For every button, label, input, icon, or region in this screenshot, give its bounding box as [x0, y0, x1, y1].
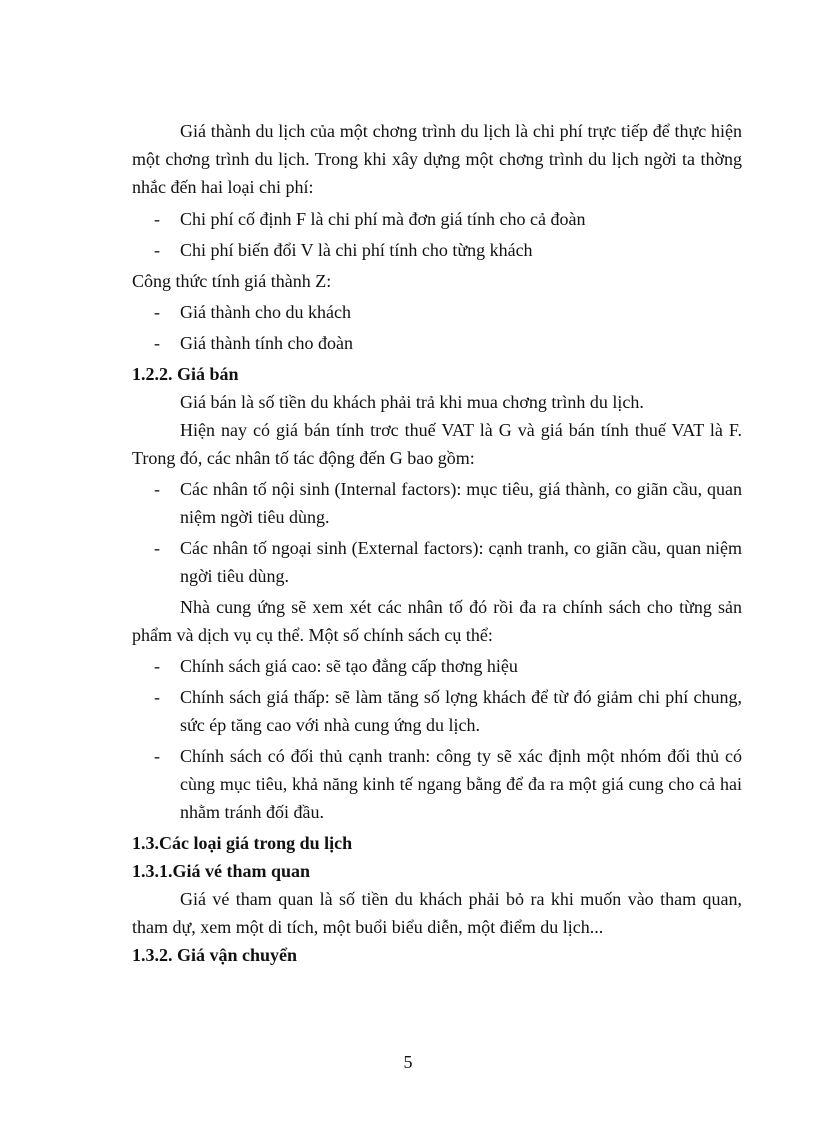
heading-1-3: 1.3.Các loại giá trong du lịch — [132, 833, 353, 853]
bullet-dash: - — [154, 333, 160, 353]
paragraph-congthuc: Công thức tính giá thành Z: — [132, 271, 332, 291]
list-item — [132, 652, 742, 680]
list-item — [132, 534, 742, 590]
heading-1-3-1: 1.3.1.Giá vé tham quan — [132, 861, 311, 881]
list-item — [132, 205, 742, 233]
list-item-text: Chi phí cố định F là chi phí mà đơn giá tính cho cả đoàn — [180, 209, 586, 229]
page-number: 5 — [403, 1052, 413, 1072]
list-item — [132, 683, 742, 739]
paragraph-nhacungung: Nhà cung ứng sẽ xem xét các nhân tố đó rồi đa ra chính sách cho từng sản phẩm và dịch vụ cụ thể. Một số chính sách cụ thể: — [132, 597, 742, 645]
list-item-text: Chính sách giá cao: sẽ tạo đẳng cấp thơng hiệu — [180, 656, 518, 676]
list-item — [132, 298, 742, 326]
list-item-text: Chính sách giá thấp: sẽ làm tăng số lợng khách để từ đó giảm chi phí chung, sức ép tăng cao với nhà cung ứng du lịch. — [180, 687, 742, 735]
bullet-dash: - — [154, 209, 160, 229]
paragraph-giaban: Giá bán là số tiền du khách phải trả khi mua chơng trình du lịch. — [180, 392, 644, 412]
bullet-dash: - — [154, 240, 160, 260]
document-page — [132, 117, 742, 969]
list-item-text: Các nhân tố ngoại sinh (External factors): cạnh tranh, co giãn cầu, quan niệm ngời tiêu dùng. — [180, 538, 742, 586]
heading-1-2-2: 1.2.2. Giá bán — [132, 364, 239, 384]
list-item-text: Chi phí biến đổi V là chi phí tính cho từng khách — [180, 240, 533, 260]
bullet-dash: - — [154, 656, 160, 676]
bullet-dash: - — [154, 302, 160, 322]
heading-1-3-2: 1.3.2. Giá vận chuyển — [132, 945, 298, 965]
bullet-dash: - — [154, 479, 160, 499]
list-item-text: Các nhân tố nội sinh (Internal factors): mục tiêu, giá thành, co giãn cầu, quan niệm ngời tiêu dùng. — [180, 479, 742, 527]
bullet-dash: - — [154, 687, 160, 707]
list-item — [132, 329, 742, 357]
paragraph-giathanh: Giá thành du lịch của một chơng trình du lịch là chi phí trực tiếp để thực hiện một chơng trình du lịch. Trong khi xây dựng một chơng trình du lịch ngời ta thờng nhắc đến hai loại chi phí: — [132, 121, 742, 197]
list-item — [132, 742, 742, 826]
list-item-text: Chính sách có đối thủ cạnh tranh: công ty sẽ xác định một nhóm đối thủ có cùng mục tiêu, khả năng kinh tế ngang bằng để đa ra một giá cung cho cả hai nhằm tránh đối đầu. — [180, 746, 742, 822]
bullet-dash: - — [154, 538, 160, 558]
list-item — [132, 475, 742, 531]
list-item — [132, 236, 742, 264]
paragraph-giave: Giá vé tham quan là số tiền du khách phải bỏ ra khi muốn vào tham quan, tham dự, xem một di tích, một buổi biểu diễn, một điểm du lịch... — [132, 889, 742, 937]
paragraph-hiennay: Hiện nay có giá bán tính trơc thuế VAT là G và giá bán tính thuế VAT là F. Trong đó, các nhân tố tác động đến G bao gồm: — [132, 420, 742, 468]
bullet-dash: - — [154, 746, 160, 766]
list-item-text: Giá thành tính cho đoàn — [180, 333, 353, 353]
list-item-text: Giá thành cho du khách — [180, 302, 351, 322]
